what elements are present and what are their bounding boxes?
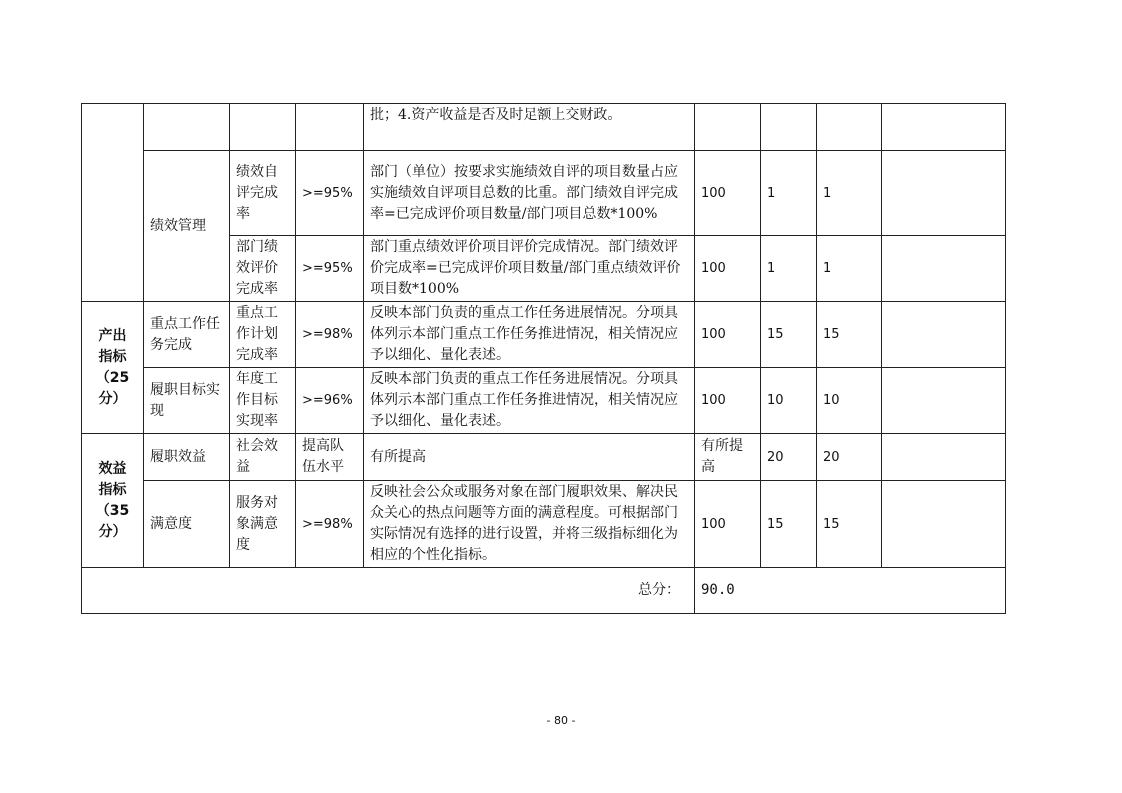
target-cell: 有所提高 <box>695 434 761 481</box>
level1-category-benefit <box>82 434 144 568</box>
table-row <box>82 151 1006 236</box>
level2-cell: 满意度 <box>144 481 230 568</box>
level3-cell: 部门绩效评价完成率 <box>230 236 296 302</box>
weight-cell: 1 <box>761 236 817 302</box>
standard-cell: >=98% <box>296 481 364 568</box>
score-cell: 20 <box>817 434 882 481</box>
remark-cell <box>882 302 1006 368</box>
description-cell: 部门（单位）按要求实施绩效自评的项目数量占应实施绩效自评项目总数的比重。部门绩效自评完成率=已完成评价项目数量/部门项目总数*100% <box>364 151 695 236</box>
category-line: （35 <box>95 502 130 519</box>
standard-cell: >=98% <box>296 302 364 368</box>
score-cell: 1 <box>817 151 882 236</box>
weight-cell: 1 <box>761 151 817 236</box>
weight-cell: 15 <box>761 481 817 568</box>
standard-cell <box>296 104 364 151</box>
description-cell: 部门重点绩效评价项目评价完成情况。部门绩效评价完成率=已完成评价项目数量/部门重点绩效评价项目数*100% <box>364 236 695 302</box>
standard-cell: 提高队伍水平 <box>296 434 364 481</box>
total-value: 90.0 <box>695 568 1006 614</box>
standard-cell: >=95% <box>296 236 364 302</box>
remark-cell <box>882 104 1006 151</box>
category-line: （25 <box>95 369 130 386</box>
score-cell: 10 <box>817 368 882 434</box>
level3-cell: 服务对象满意度 <box>230 481 296 568</box>
target-cell: 100 <box>695 236 761 302</box>
remark-cell <box>882 236 1006 302</box>
score-cell: 15 <box>817 302 882 368</box>
level2-cell: 履职效益 <box>144 434 230 481</box>
remark-cell <box>882 151 1006 236</box>
target-cell: 100 <box>695 481 761 568</box>
table-row <box>82 481 1006 568</box>
performance-evaluation-table <box>81 103 1006 614</box>
weight-cell <box>761 104 817 151</box>
level2-cell: 绩效管理 <box>144 151 230 302</box>
target-cell: 100 <box>695 151 761 236</box>
level2-cell: 履职目标实现 <box>144 368 230 434</box>
remark-cell <box>882 481 1006 568</box>
description-cell: 有所提高 <box>364 434 695 481</box>
total-row <box>82 568 1006 614</box>
standard-cell: >=96% <box>296 368 364 434</box>
weight-cell: 15 <box>761 302 817 368</box>
weight-cell: 20 <box>761 434 817 481</box>
level3-cell: 社会效益 <box>230 434 296 481</box>
description-cell: 反映本部门负责的重点工作任务进展情况。分项具体列示本部门重点工作任务推进情况，相关情况应予以细化、量化表述。 <box>364 368 695 434</box>
page-number: - 80 - <box>546 714 576 727</box>
table-row <box>82 302 1006 368</box>
description-cell: 反映本部门负责的重点工作任务进展情况。分项具体列示本部门重点工作任务推进情况，相关情况应予以细化、量化表述。 <box>364 302 695 368</box>
standard-cell: >=95% <box>296 151 364 236</box>
category-line: 效益 <box>98 460 127 477</box>
score-cell: 15 <box>817 481 882 568</box>
category-line: 产出 <box>98 327 127 344</box>
target-cell: 100 <box>695 368 761 434</box>
category-line: 分） <box>98 390 127 407</box>
level1-cell-empty <box>82 104 144 302</box>
level1-category-output <box>82 302 144 434</box>
description-cell: 反映社会公众或服务对象在部门履职效果、解决民众关心的热点问题等方面的满意程度。可根据部门实际情况有选择的进行设置，并将三级指标细化为相应的个性化指标。 <box>364 481 695 568</box>
description-cell: 批；4.资产收益是否及时足额上交财政。 <box>364 104 695 151</box>
total-label: 总分： <box>82 568 695 614</box>
score-cell: 1 <box>817 236 882 302</box>
target-cell <box>695 104 761 151</box>
category-line: 指标 <box>98 348 127 365</box>
table-row <box>82 368 1006 434</box>
level3-cell: 绩效自评完成率 <box>230 151 296 236</box>
remark-cell <box>882 434 1006 481</box>
level2-cell: 重点工作任务完成 <box>144 302 230 368</box>
level3-cell: 年度工作目标实现率 <box>230 368 296 434</box>
target-cell: 100 <box>695 302 761 368</box>
table-row <box>82 434 1006 481</box>
level2-cell <box>144 104 230 151</box>
level3-cell: 重点工作计划完成率 <box>230 302 296 368</box>
remark-cell <box>882 368 1006 434</box>
category-line: 分） <box>98 523 127 540</box>
score-cell <box>817 104 882 151</box>
weight-cell: 10 <box>761 368 817 434</box>
table-row <box>82 104 1006 151</box>
level3-cell <box>230 104 296 151</box>
category-line: 指标 <box>98 481 127 498</box>
